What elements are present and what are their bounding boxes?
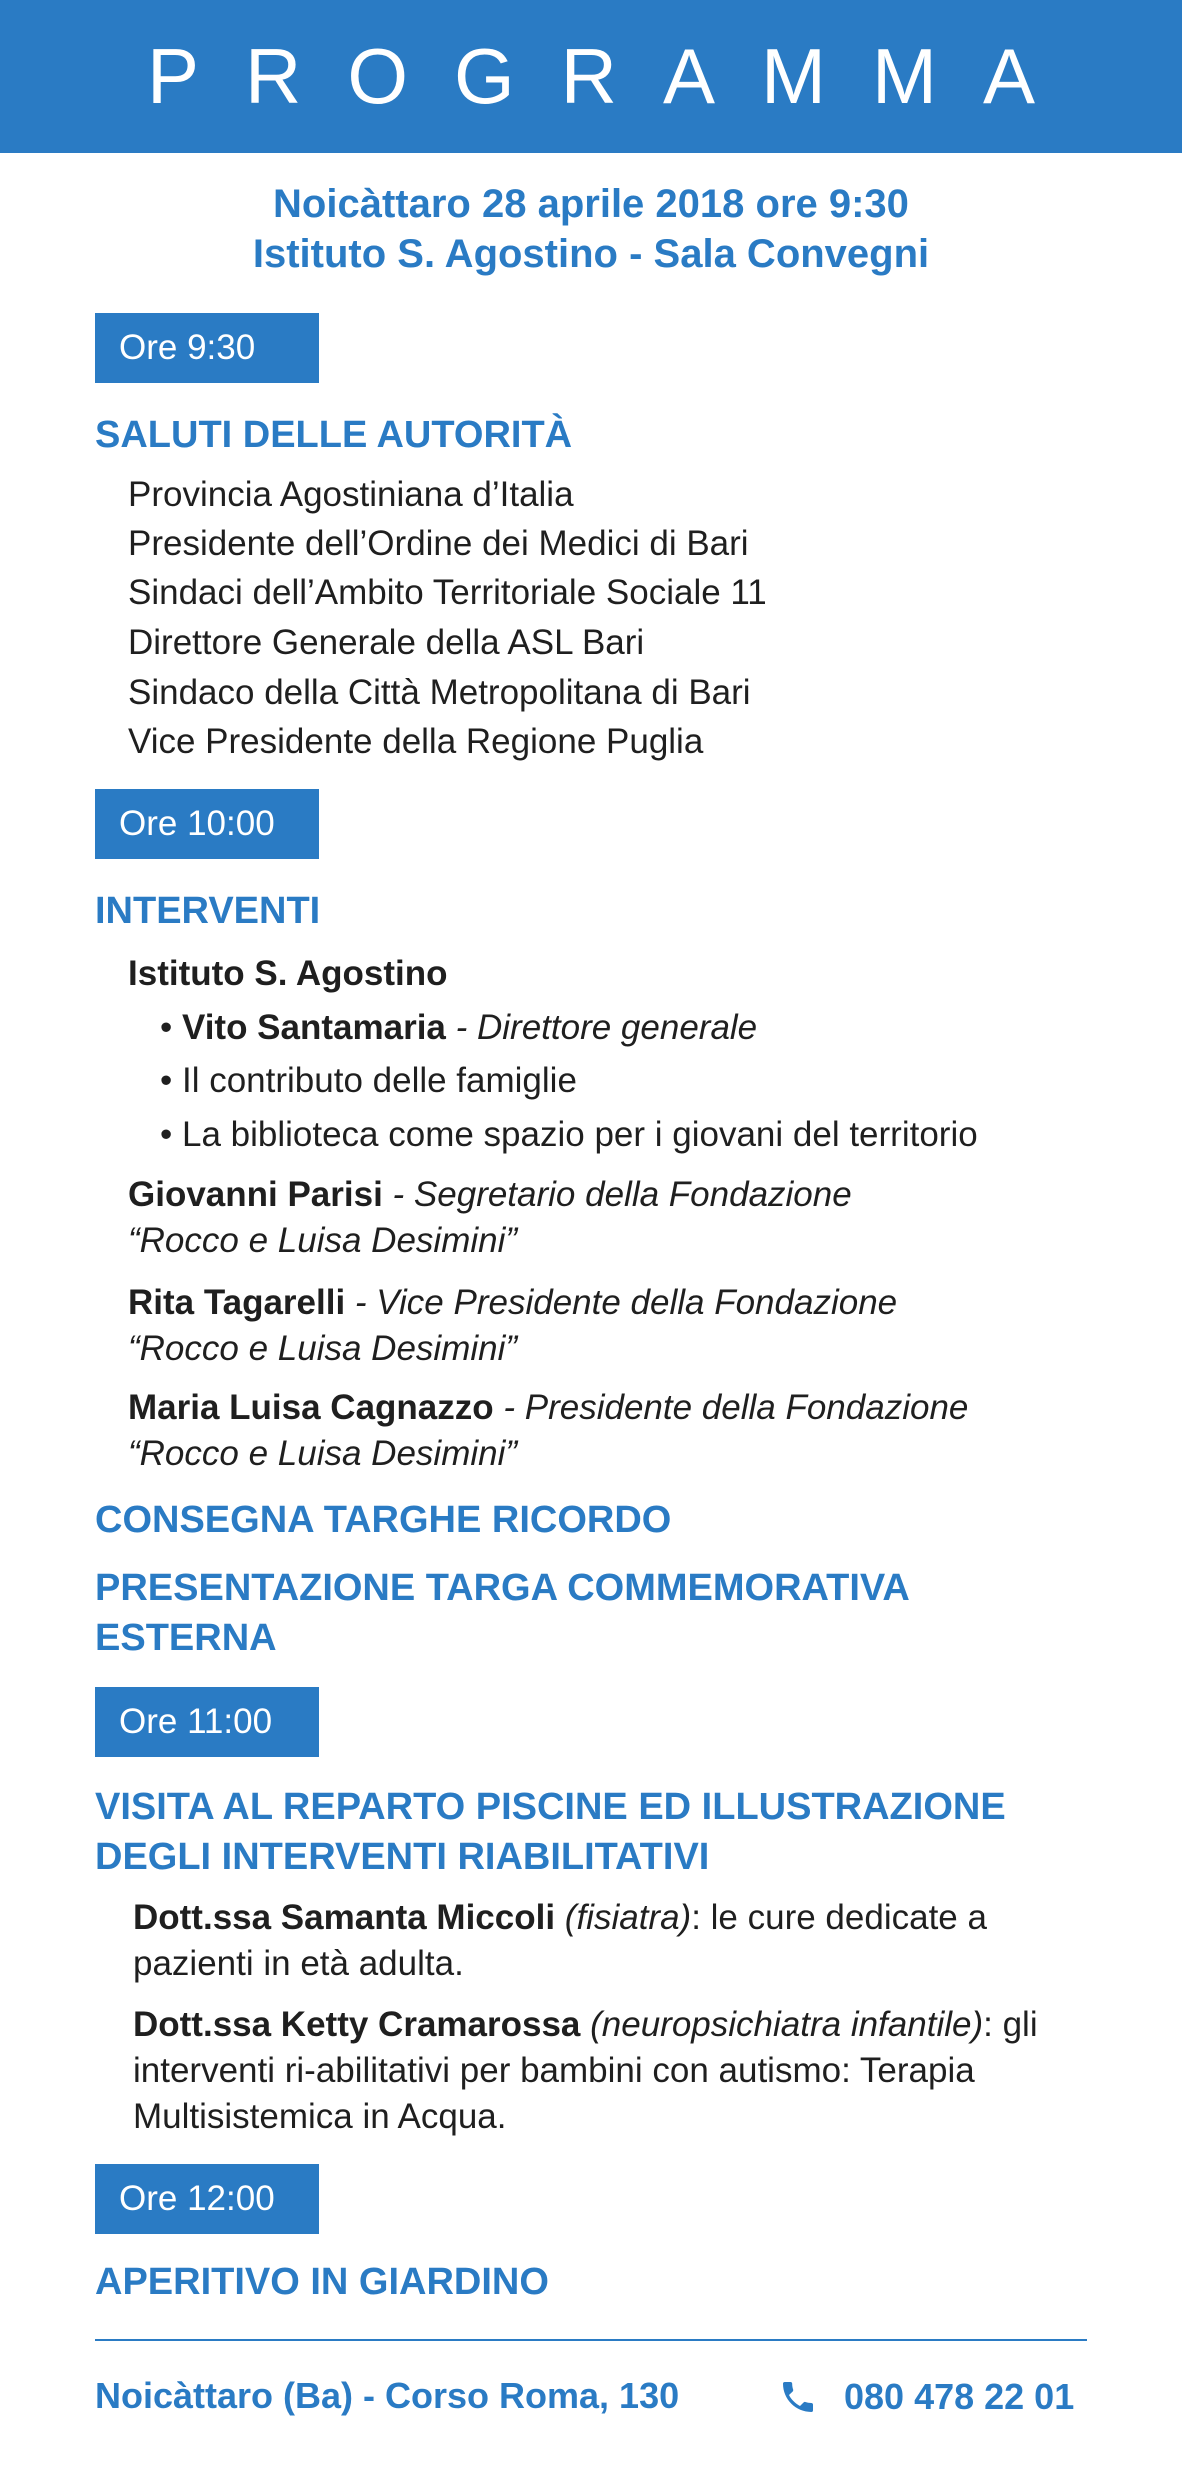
speaker-role: - Segretario della Fondazione xyxy=(382,1175,852,1214)
section-title-visita-cont: DEGLI INTERVENTI RIABILITATIVI xyxy=(95,1836,710,1878)
speaker-role: - Presidente della Fondazione xyxy=(493,1388,969,1427)
doctor-block xyxy=(133,2002,1093,2140)
bullet-item xyxy=(160,1110,978,1159)
section-title-interventi: INTERVENTI xyxy=(95,890,321,932)
bullet-item xyxy=(160,1056,577,1105)
section-title-aperitivo: APERITIVO IN GIARDINO xyxy=(95,2261,549,2303)
bullet-text: La biblioteca come spazio per i giovani del territorio xyxy=(181,1115,978,1154)
phone-icon xyxy=(778,2375,818,2419)
footer-phone xyxy=(778,2375,1074,2419)
footer-divider xyxy=(95,2339,1087,2341)
speaker-block xyxy=(128,1280,897,1372)
speaker-org: “Rocco e Luisa Desimini” xyxy=(128,1221,518,1260)
section-title-presentazione-cont: ESTERNA xyxy=(95,1617,277,1659)
footer-address: Noicàttaro (Ba) - Corso Roma, 130 xyxy=(95,2375,680,2416)
time-badge-1100: Ore 11:00 xyxy=(95,1687,319,1757)
authority-item: Direttore Generale della ASL Bari xyxy=(128,623,645,662)
event-date-line: Noicàttaro 28 aprile 2018 ore 9:30 xyxy=(273,182,909,226)
time-badge-930: Ore 9:30 xyxy=(95,313,319,383)
authority-item: Vice Presidente della Regione Puglia xyxy=(128,722,704,761)
speaker-role: - Vice Presidente della Fondazione xyxy=(345,1283,898,1322)
doctor-specialty: (neuropsichiatra infantile) xyxy=(580,2005,984,2044)
time-badge-1200: Ore 12:00 xyxy=(95,2164,319,2234)
speaker-name: Vito Santamaria xyxy=(181,1008,446,1047)
bullet-dot: • xyxy=(160,1008,182,1047)
institute-name: Istituto S. Agostino xyxy=(128,954,448,993)
speaker-name: Maria Luisa Cagnazzo xyxy=(128,1388,494,1427)
bullet-item xyxy=(160,1003,757,1052)
bullet-dot: • xyxy=(160,1115,182,1154)
section-title-visita: VISITA AL REPARTO PISCINE ED ILLUSTRAZIONE xyxy=(95,1786,1006,1828)
section-title-saluti: SALUTI DELLE AUTORITÀ xyxy=(95,414,573,456)
authority-item: Sindaco della Città Metropolitana di Bari xyxy=(128,673,751,712)
bullet-dot: • xyxy=(160,1061,182,1100)
doctor-specialty: (fisiatra) xyxy=(555,1898,692,1937)
authority-item: Presidente dell’Ordine dei Medici di Bari xyxy=(128,524,749,563)
section-title-consegna: CONSEGNA TARGHE RICORDO xyxy=(95,1499,672,1541)
authority-item: Provincia Agostiniana d’Italia xyxy=(128,475,574,514)
phone-number: 080 478 22 01 xyxy=(844,2376,1075,2417)
doctor-name: Dott.ssa Samanta Miccoli xyxy=(133,1898,556,1937)
speaker-block xyxy=(128,1172,852,1264)
section-title-presentazione: PRESENTAZIONE TARGA COMMEMORATIVA xyxy=(95,1567,910,1609)
speaker-role: - Direttore generale xyxy=(445,1008,758,1047)
bullet-text: Il contributo delle famiglie xyxy=(181,1061,577,1100)
event-venue-line: Istituto S. Agostino - Sala Convegni xyxy=(252,232,930,276)
speaker-org: “Rocco e Luisa Desimini” xyxy=(128,1329,518,1368)
doctor-topic: : le cure dedicate a pazienti in età adulta. xyxy=(133,1898,987,1983)
page-title: PROGRAMMA xyxy=(146,32,1082,120)
doctor-name: Dott.ssa Ketty Cramarossa xyxy=(133,2005,581,2044)
page-header xyxy=(0,0,1182,153)
speaker-block xyxy=(128,1385,968,1477)
speaker-name: Giovanni Parisi xyxy=(128,1175,383,1214)
doctor-topic: : gli interventi ri-abilitativi per bambini con autismo: Terapia Multisistemica in Acqua. xyxy=(133,2005,1038,2136)
time-badge-1000: Ore 10:00 xyxy=(95,789,319,859)
doctor-block xyxy=(133,1895,1093,1987)
speaker-org: “Rocco e Luisa Desimini” xyxy=(128,1434,518,1473)
authority-item: Sindaci dell’Ambito Territoriale Sociale 11 xyxy=(128,573,767,612)
speaker-name: Rita Tagarelli xyxy=(128,1283,346,1322)
